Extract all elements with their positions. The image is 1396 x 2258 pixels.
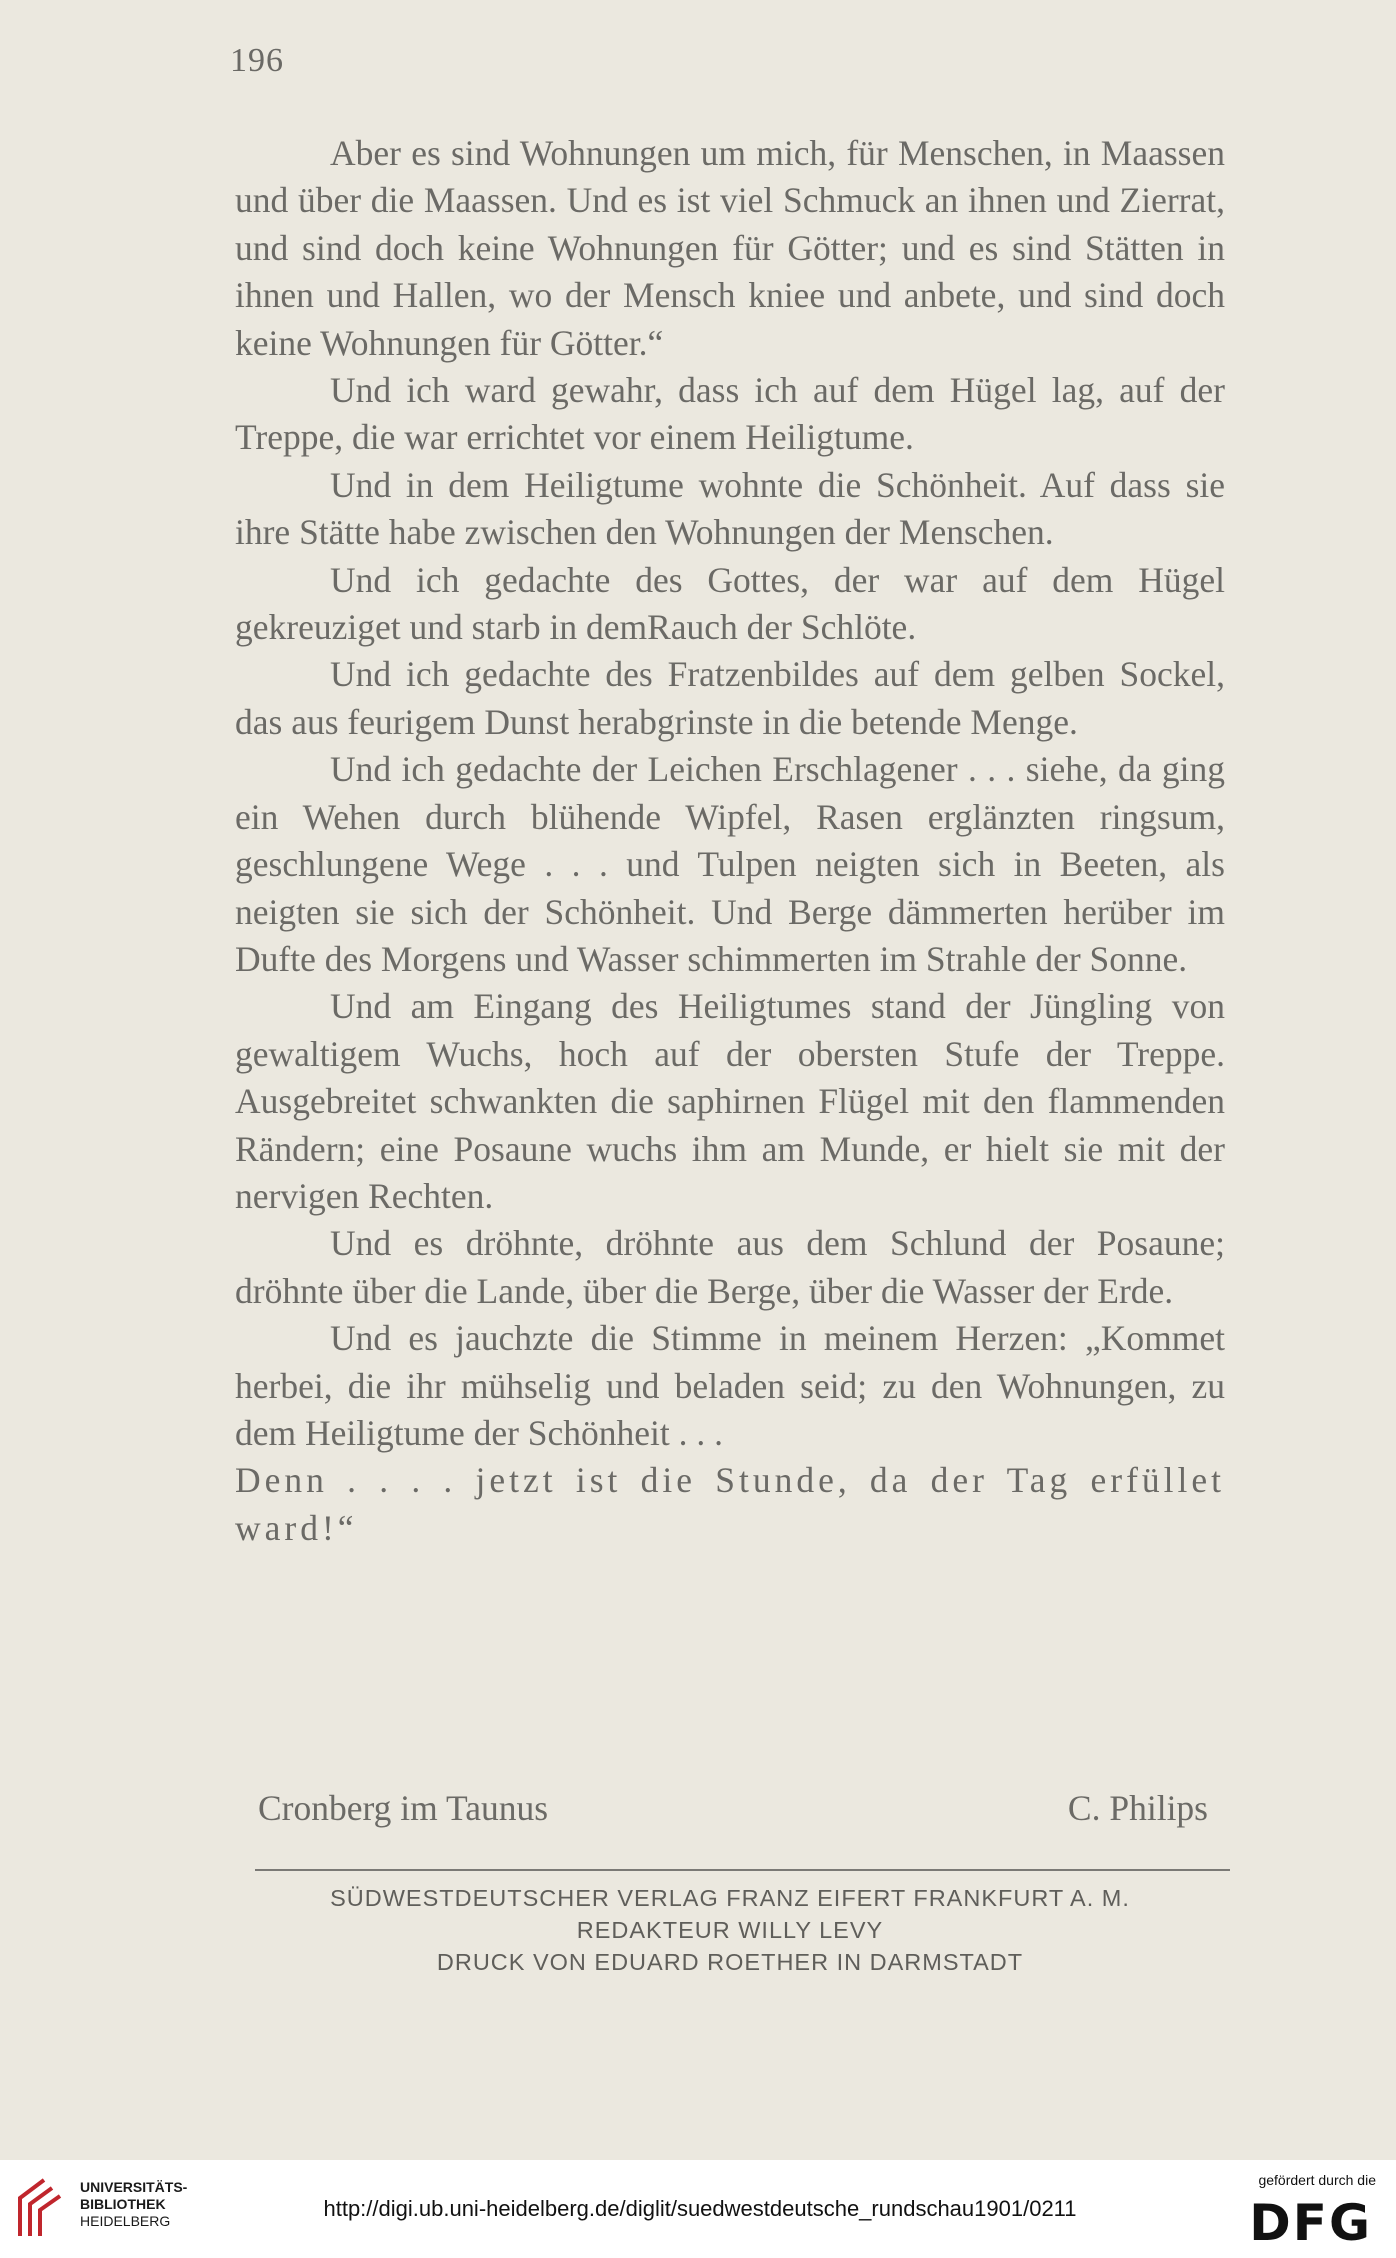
body-text: [235, 130, 1225, 1552]
imprint-line: REDAKTEUR WILLY LEVY: [576, 1917, 884, 1943]
signature: [258, 1787, 1208, 1829]
permalink-url[interactable]: http://digi.ub.uni-heidelberg.de/diglit/suedwestdeutsche_rundschau1901/0211: [323, 2196, 1077, 2221]
university-library-logo-icon: [14, 2174, 72, 2242]
paragraph: Und es jauchzte die Stimme in meinem Herzen: „Kommet herbei, die ihr mühselig und beladen seid; zu den Wohnungen, zu dem Heiligtume der Schönheit . . .: [235, 1318, 1225, 1453]
imprint: [235, 1882, 1225, 1978]
signature-place: Cronberg im Taunus: [258, 1788, 549, 1828]
spaced-closing: Denn . . . . jetzt ist die Stunde, da der Tag erfüllet ward!“: [235, 1460, 1225, 1548]
library-name-line: BIBLIOTHEK: [80, 2196, 166, 2212]
imprint-line: SÜDWESTDEUTSCHER VERLAG FRANZ EIFERT FRANKFURT A. M.: [330, 1885, 1130, 1911]
paragraph: Und es dröhnte, dröhnte aus dem Schlund der Posaune; dröhnte über die Lande, über die Berge, über die Wasser der Erde.: [235, 1223, 1225, 1311]
signature-author: C. Philips: [1067, 1788, 1208, 1828]
paragraph: Und ich gedachte der Leichen Erschlagener . . . siehe, da ging ein Wehen durch blühende Wipfel, Rasen erglänzten ringsum, geschlungene Wege . . . und Tulpen neigten sich in Beeten, als neigten sie sich der Schönheit. Und Berge dämmerten herüber im Dufte des Morgens und Wasser schimmerten im Strahle der Sonne.: [235, 749, 1225, 979]
library-name-line: HEIDELBERG: [80, 2213, 171, 2229]
paragraph: Und in dem Heiligtume wohnte die Schönheit. Auf dass sie ihre Stätte habe zwischen den Wohnungen der Menschen.: [235, 464, 1225, 553]
imprint-line: DRUCK VON EDUARD ROETHER IN DARMSTADT: [436, 1949, 1024, 1975]
paragraph: Und ich gedachte des Gottes, der war auf dem Hügel gekreuziget und starb in demRauch der Schlöte.: [235, 559, 1225, 648]
paragraph: Und ich ward gewahr, dass ich auf dem Hügel lag, auf der Treppe, die war errichtet vor einem Heiligtume.: [235, 370, 1225, 458]
dfg-logo: DFG: [1249, 2194, 1372, 2252]
funding-caption: gefördert durch die: [1258, 2172, 1376, 2188]
page-number: 196: [230, 42, 284, 79]
digitization-footer: [0, 2160, 1396, 2258]
paragraph: Und ich gedachte des Fratzenbildes auf dem gelben Sockel, das aus feurigem Dunst herabgrinste in die betende Menge.: [235, 654, 1225, 742]
library-name: [80, 2179, 187, 2230]
divider-rule: [255, 1869, 1230, 1871]
library-name-line: UNIVERSITÄTS-: [80, 2179, 188, 2195]
paragraph: Aber es sind Wohnungen um mich, für Menschen, in Maassen und über die Maassen. Und es ist viel Schmuck an ihnen und Zierrat, und sind doch keine Wohnungen für Götter; und es sind Stätten in ihnen und Hallen, wo der Mensch kniee und anbete, und sind doch keine Wohnungen für Götter.“: [235, 133, 1225, 363]
paragraph: Und am Eingang des Heiligtumes stand der Jüngling von gewaltigem Wuchs, hoch auf der obersten Stufe der Treppe. Ausgebreitet schwankten die saphirnen Flügel mit den flammenden Rändern; eine Posaune wuchs ihm am Munde, er hielt sie mit der nervigen Rechten.: [235, 986, 1225, 1216]
